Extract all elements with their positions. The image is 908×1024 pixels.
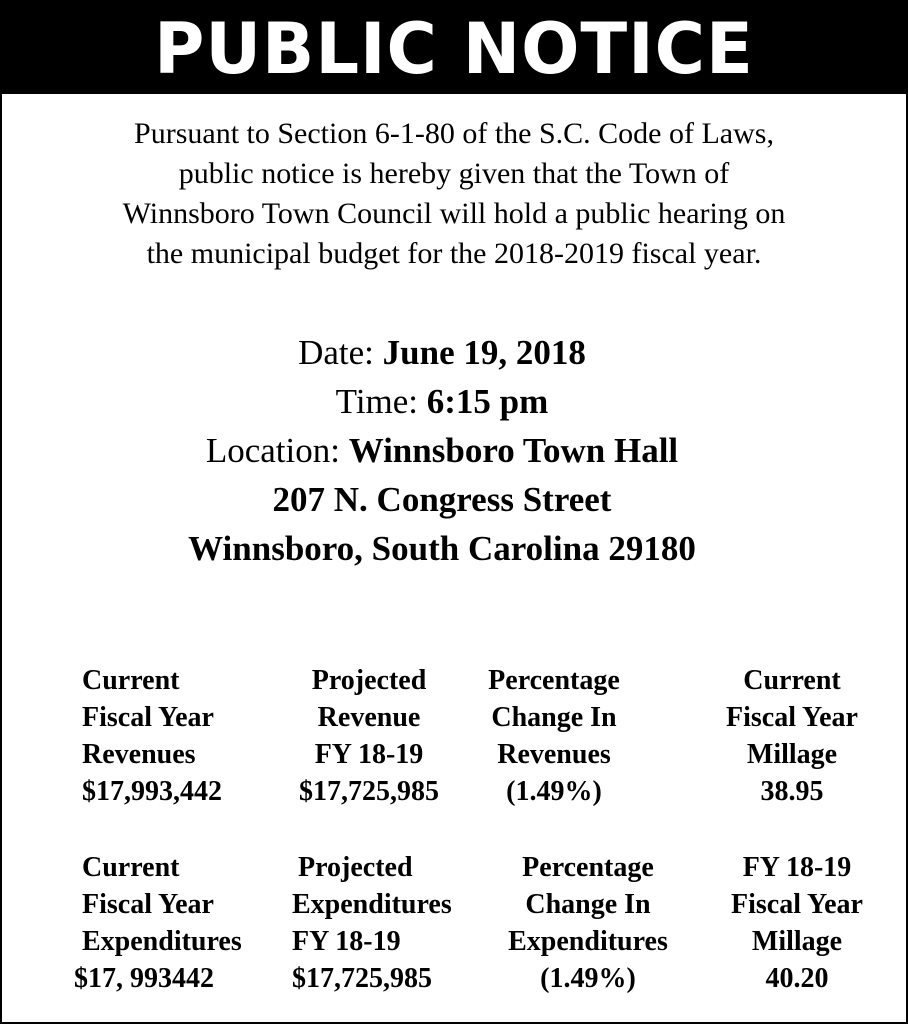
column-value: 38.95 [760,776,824,807]
location-label: Location: [205,431,340,470]
expenditure-table [2,849,906,1009]
column-header: Change In [525,889,651,920]
address-street: 207 N. Congress Street [272,480,612,519]
revenue-table [2,662,906,822]
column-value: $17,725,985 [292,963,432,994]
column-header: Expenditures [82,926,242,957]
column-header: Revenues [497,739,611,770]
notice-title: PUBLIC NOTICE [154,8,754,90]
notice-header [2,2,906,94]
intro-line: Winnsboro Town Council will hold a public hearing on [122,197,786,230]
column-value: 40.20 [765,963,829,994]
column-header: FY 18-19 [292,926,401,957]
column-header: FY 18-19 [742,852,852,883]
column-header: Projected [298,852,413,883]
intro-paragraph [22,114,886,274]
column-value: $17,993,442 [82,776,222,807]
column-header: Percentage [522,852,654,883]
column-header: Revenues [82,739,196,770]
location-value: Winnsboro Town Hall [348,431,679,470]
current-revenues-column [82,662,222,810]
time-line [2,377,882,426]
intro-line: public notice is hereby given that the Town of [178,157,730,190]
column-header: Current [82,852,180,883]
column-header: Change In [491,702,617,733]
hearing-details [2,328,882,573]
column-value: (1.49%) [540,963,636,994]
time-label: Time: [335,382,419,421]
date-label: Date: [298,333,374,372]
projected-revenue-column [274,662,464,810]
column-header: Expenditures [292,889,452,920]
date-line [2,328,882,377]
address-line-2 [2,524,882,573]
time-value: 6:15 pm [426,382,549,421]
column-header: Fiscal Year [82,702,214,733]
column-value: $17,725,985 [299,776,439,807]
location-line [2,426,882,475]
column-header: FY 18-19 [314,739,424,770]
revenue-change-column [464,662,644,810]
address-line-1 [2,475,882,524]
intro-line: Pursuant to Section 6-1-80 of the S.C. Code of Laws, [134,117,774,150]
column-header: Millage [746,739,838,770]
current-expenditures-column [74,849,242,997]
column-header: Expenditures [508,926,668,957]
current-millage-column [692,662,892,810]
column-header: Projected [311,665,427,696]
column-header: Fiscal Year [726,702,858,733]
projected-millage-column [702,849,892,997]
column-header: Percentage [488,665,620,696]
column-value: (1.49%) [506,776,602,807]
address-city: Winnsboro, South Carolina 29180 [188,529,696,568]
projected-expenditures-column [292,849,452,997]
column-header: Millage [751,926,843,957]
column-header: Current [743,665,841,696]
intro-line: the municipal budget for the 2018-2019 fiscal year. [146,237,762,270]
column-header: Current [82,665,180,696]
expenditure-change-column [488,849,688,997]
column-header: Fiscal Year [731,889,863,920]
column-header: Fiscal Year [82,889,214,920]
column-value: $17, 993442 [74,963,214,994]
column-header: Revenue [317,702,421,733]
date-value: June 19, 2018 [382,333,586,372]
